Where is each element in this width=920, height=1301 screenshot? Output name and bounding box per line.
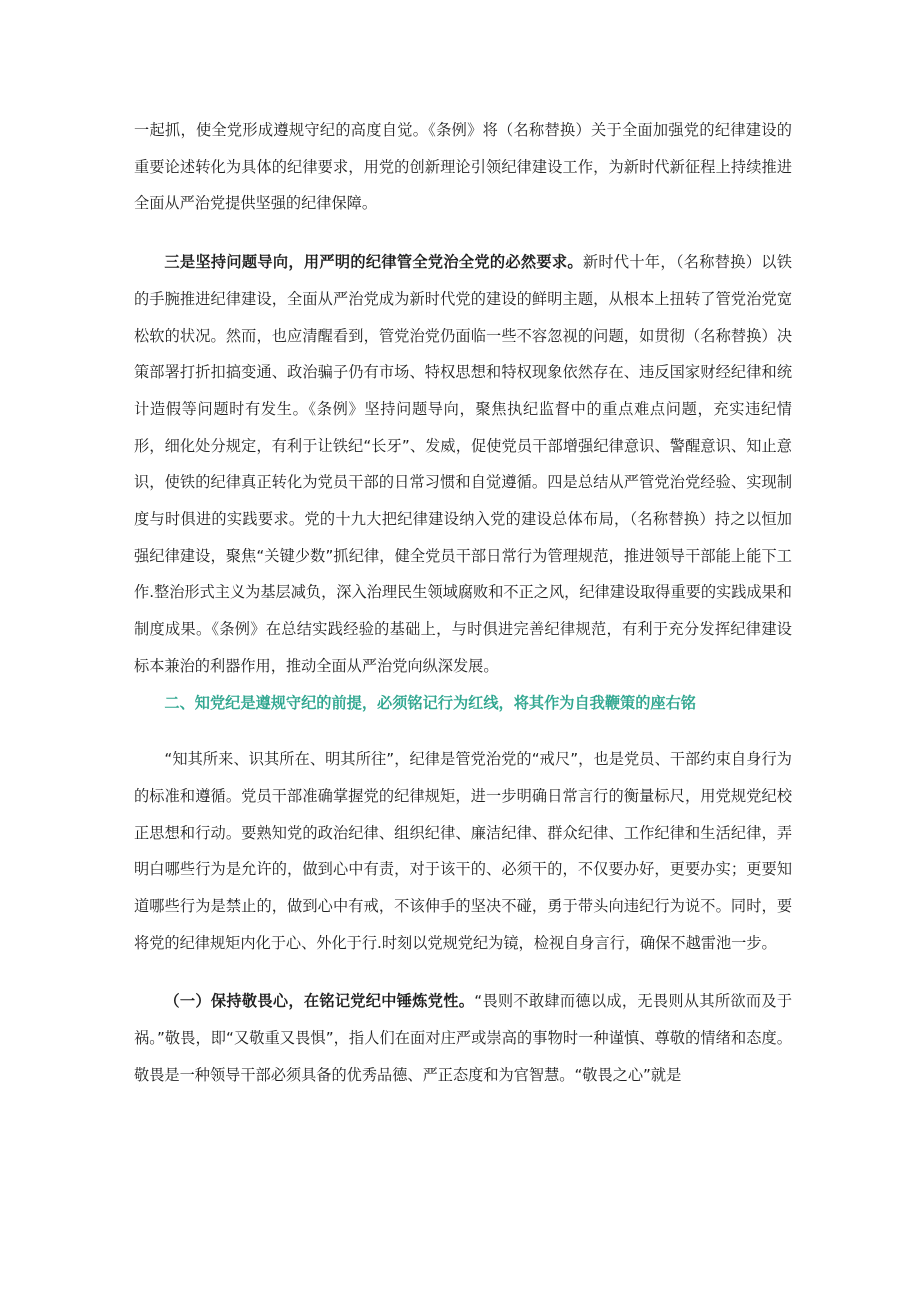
paragraph-reverence — [134, 983, 792, 1093]
paragraph-lead-bold: 三是坚持问题导向，用严明的纪律管全党治全党的必然要求。 — [164, 253, 583, 272]
paragraph-text: 一起抓，使全党形成遵规守纪的高度自觉。《条例》将（名称替换）关于全面加强党的纪律建设的重要论述转化为具体的纪律要求，用党的创新理论引领纪律建设工作，为新时代新征程上持续推进全面从严治党提供坚强的纪律保障。 — [134, 121, 792, 213]
paragraph-continuation — [134, 112, 792, 222]
paragraph-know-discipline — [134, 741, 792, 961]
paragraph-text: “知其所来、识其所在、明其所往”，纪律是管党治党的“戒尺”，也是党员、干部约束自身行为的标准和遵循。党员干部准确掌握党的纪律规矩，进一步明确日常言行的衡量标尺，用党规党纪校正思想和行动。要熟知党的政治纪律、组织纪律、廉洁纪律、群众纪律、工作纪律和生活纪律，弄明白哪些行为是允许的，做到心中有责，对于该干的、必须干的，不仅要办好，更要办实；更要知道哪些行为是禁止的，做到心中有戒，不该伸手的坚决不碰，勇于带头向违纪行为说不。同时，要将党的纪律规矩内化于心、外化于行.时刻以党规党纪为镜，检视自身言行，确保不越雷池一步。 — [134, 750, 792, 952]
paragraph-text: 新时代十年，（名称替换）以铁的手腕推进纪律建设，全面从严治党成为新时代党的建设的鲜明主题，从根本上扭转了管党治党宽松软的状况。然而，也应清醒看到，管党治党仍面临一些不容忽视的问题，如贯彻（名称替换）决策部署打折扣搞变通、政治骗子仍有市场、特权思想和特权现象依然存在、违反国家财经纪律和统计造假等问题时有发生。《条例》坚持问题导向，聚焦执纪监督中的重点难点问题，充实违纪情形，细化处分规定，有利于让铁纪“长牙”、发威，促使党员干部增强纪律意识、警醒意识、知止意识，使铁的纪律真正转化为党员干部的日常习惯和自觉遵循。四是总结从严管党治党经验、实现制度与时俱进的实践要求。党的十九大把纪律建设纳入党的建设总体布局，（名称替换）持之以恒加强纪律建设，聚焦“关键少数”抓纪律，健全党员干部日常行为管理规范，推进领导干部能上能下工作.整治形式主义为基层减负，深入治理民生领域腐败和不正之风，纪律建设取得重要的实践成果和制度成果。《条例》在总结实践经验的基础上，与时俱进完善纪律规范，有利于充分发挥纪律建设标本兼治的利器作用，推动全面从严治党向纵深发展。 — [134, 253, 792, 675]
paragraph-problem-orientation — [134, 244, 792, 684]
paragraph-text: “畏则不敢肆而德以成，无畏则从其所欲而及于祸。”敬畏，即“又敬重又畏惧”，指人们在面对庄严或崇高的事物时一种谨慎、尊敬的情绪和态度。敬畏是一种领导干部必须具备的优秀品德、严正态度和为官智慧。“敬畏之心”就是 — [134, 992, 793, 1084]
section-heading: 二、知党纪是遵规守纪的前提，必须铭记行为红线，将其作为自我鞭策的座右铭 — [164, 693, 696, 712]
paragraph-lead-bold: （一）保持敬畏心，在铭记党纪中锤炼党性。 — [164, 992, 475, 1011]
